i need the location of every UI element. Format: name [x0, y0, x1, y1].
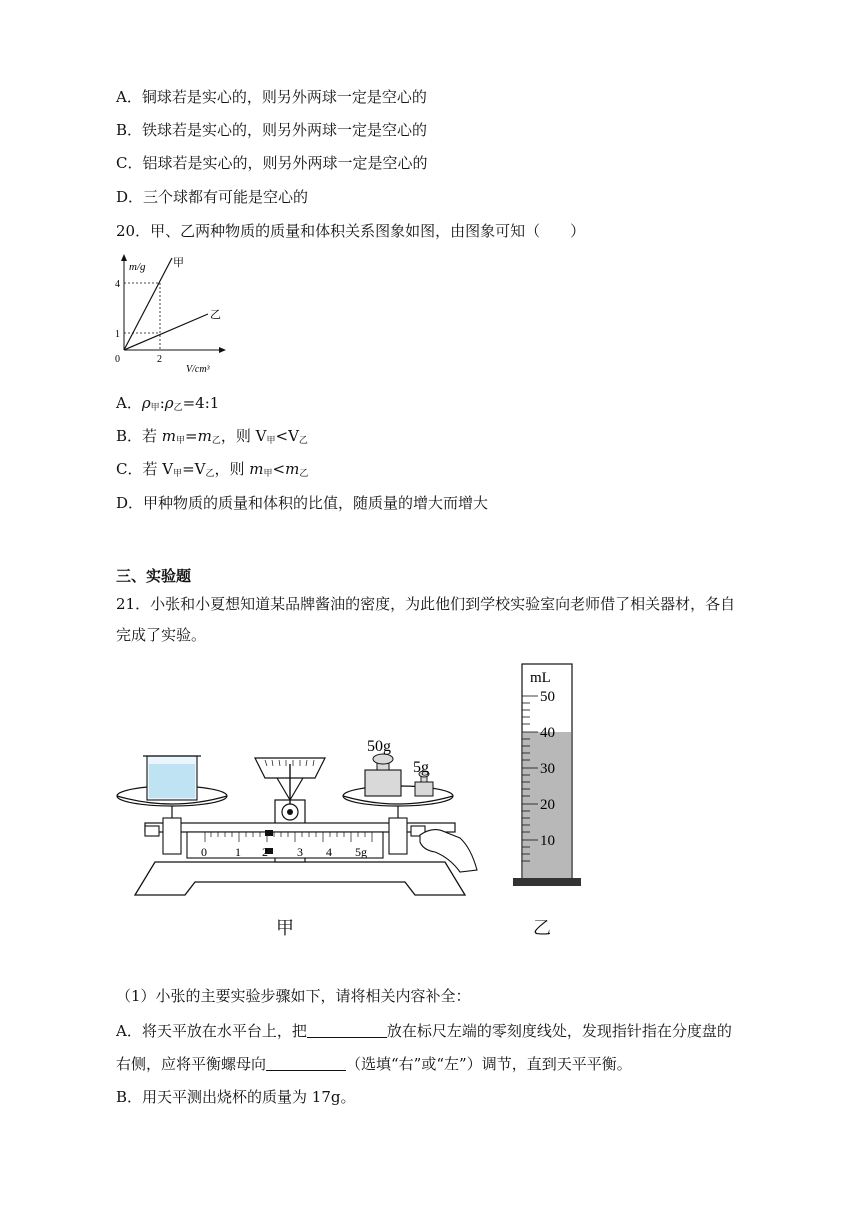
scale-label-5g: 5g	[355, 845, 367, 859]
part1-a-line1: A．将天平放在水平台上，把 放在标尺左端的零刻度线处，发现指针指在分度盘的	[116, 1022, 732, 1040]
graph-label-yi: 乙	[210, 309, 221, 321]
part1-intro: （1）小张的主要实验步骤如下，请将相关内容补全：	[116, 987, 471, 1005]
caption-jia: 甲	[276, 918, 294, 939]
graph-xlabel: V/cm³	[186, 364, 210, 375]
graph-label-jia: 甲	[173, 257, 184, 269]
cylinder-tick-30: 30	[540, 761, 555, 777]
graph-ylabel: m/g	[129, 261, 146, 273]
q19-option-a: A．铜球若是实心的，则另外两球一定是空心的	[116, 88, 427, 106]
caption-yi: 乙	[533, 918, 551, 939]
q21-line-2: 完成了实验。	[116, 626, 207, 644]
q20-stem: 20．甲、乙两种物质的质量和体积关系图象如图，由图象可知（ ）	[116, 222, 586, 240]
scale-label-0: 0	[201, 845, 207, 859]
scale-label-1: 1	[235, 845, 241, 859]
q20-option-d: D．甲种物质的质量和体积的比值，随质量的增大而增大	[116, 494, 489, 512]
q19-option-b: B．铁球若是实心的，则另外两球一定是空心的	[116, 121, 428, 139]
cylinder-tick-20: 20	[540, 797, 555, 813]
graph-ytick-4: 4	[115, 279, 120, 290]
q20-option-c: C．若 $V_甲=V_乙$，则 $m_甲<m_乙$	[116, 460, 309, 479]
weight-50g-label: 50g	[367, 738, 391, 755]
scale-label-4: 4	[326, 845, 332, 859]
scale-label-2: 2	[262, 845, 268, 859]
graph-ytick-1: 1	[115, 329, 120, 340]
graph-xtick-2: 2	[157, 354, 162, 365]
q19-option-c: C．铝球若是实心的，则另外两球一定是空心的	[116, 154, 428, 172]
q20-option-b: B．若 $m_甲=m_乙$，则 $V_甲<V_乙$	[116, 427, 308, 446]
part1-b: B．用天平测出烧杯的质量为 17g。	[116, 1088, 356, 1106]
q21-line-1: 21．小张和小夏想知道某品牌酱油的密度，为此他们到学校实验室向老师借了相关器材，各自	[116, 595, 736, 613]
section-heading: 三、实验题	[116, 567, 192, 585]
blank-2[interactable]	[266, 1056, 346, 1071]
weight-50g	[365, 770, 401, 796]
graduated-cylinder	[508, 660, 588, 890]
q20-option-a: A．$\rho_甲:\rho_乙=4:1$	[116, 394, 220, 413]
scale-label-3: 3	[297, 845, 303, 859]
mass-volume-graph	[112, 250, 242, 380]
rider	[265, 830, 273, 836]
cylinder-tick-50: 50	[540, 689, 555, 705]
q19-option-d: D．三个球都有可能是空心的	[116, 188, 309, 206]
cylinder-tick-10: 10	[540, 833, 555, 849]
cylinder-unit: mL	[530, 670, 551, 686]
balance-figure	[115, 700, 485, 905]
line-yi	[124, 314, 208, 350]
weight-5g	[415, 782, 433, 796]
weight-5g-label: 5g	[413, 759, 429, 776]
cylinder-tick-40: 40	[540, 725, 555, 741]
graph-origin: 0	[115, 354, 120, 365]
part1-a-line2: 右侧，应将平衡螺母向 （选填“右”或“左”）调节，直到天平平衡。	[116, 1055, 632, 1073]
blank-1[interactable]	[307, 1023, 387, 1038]
